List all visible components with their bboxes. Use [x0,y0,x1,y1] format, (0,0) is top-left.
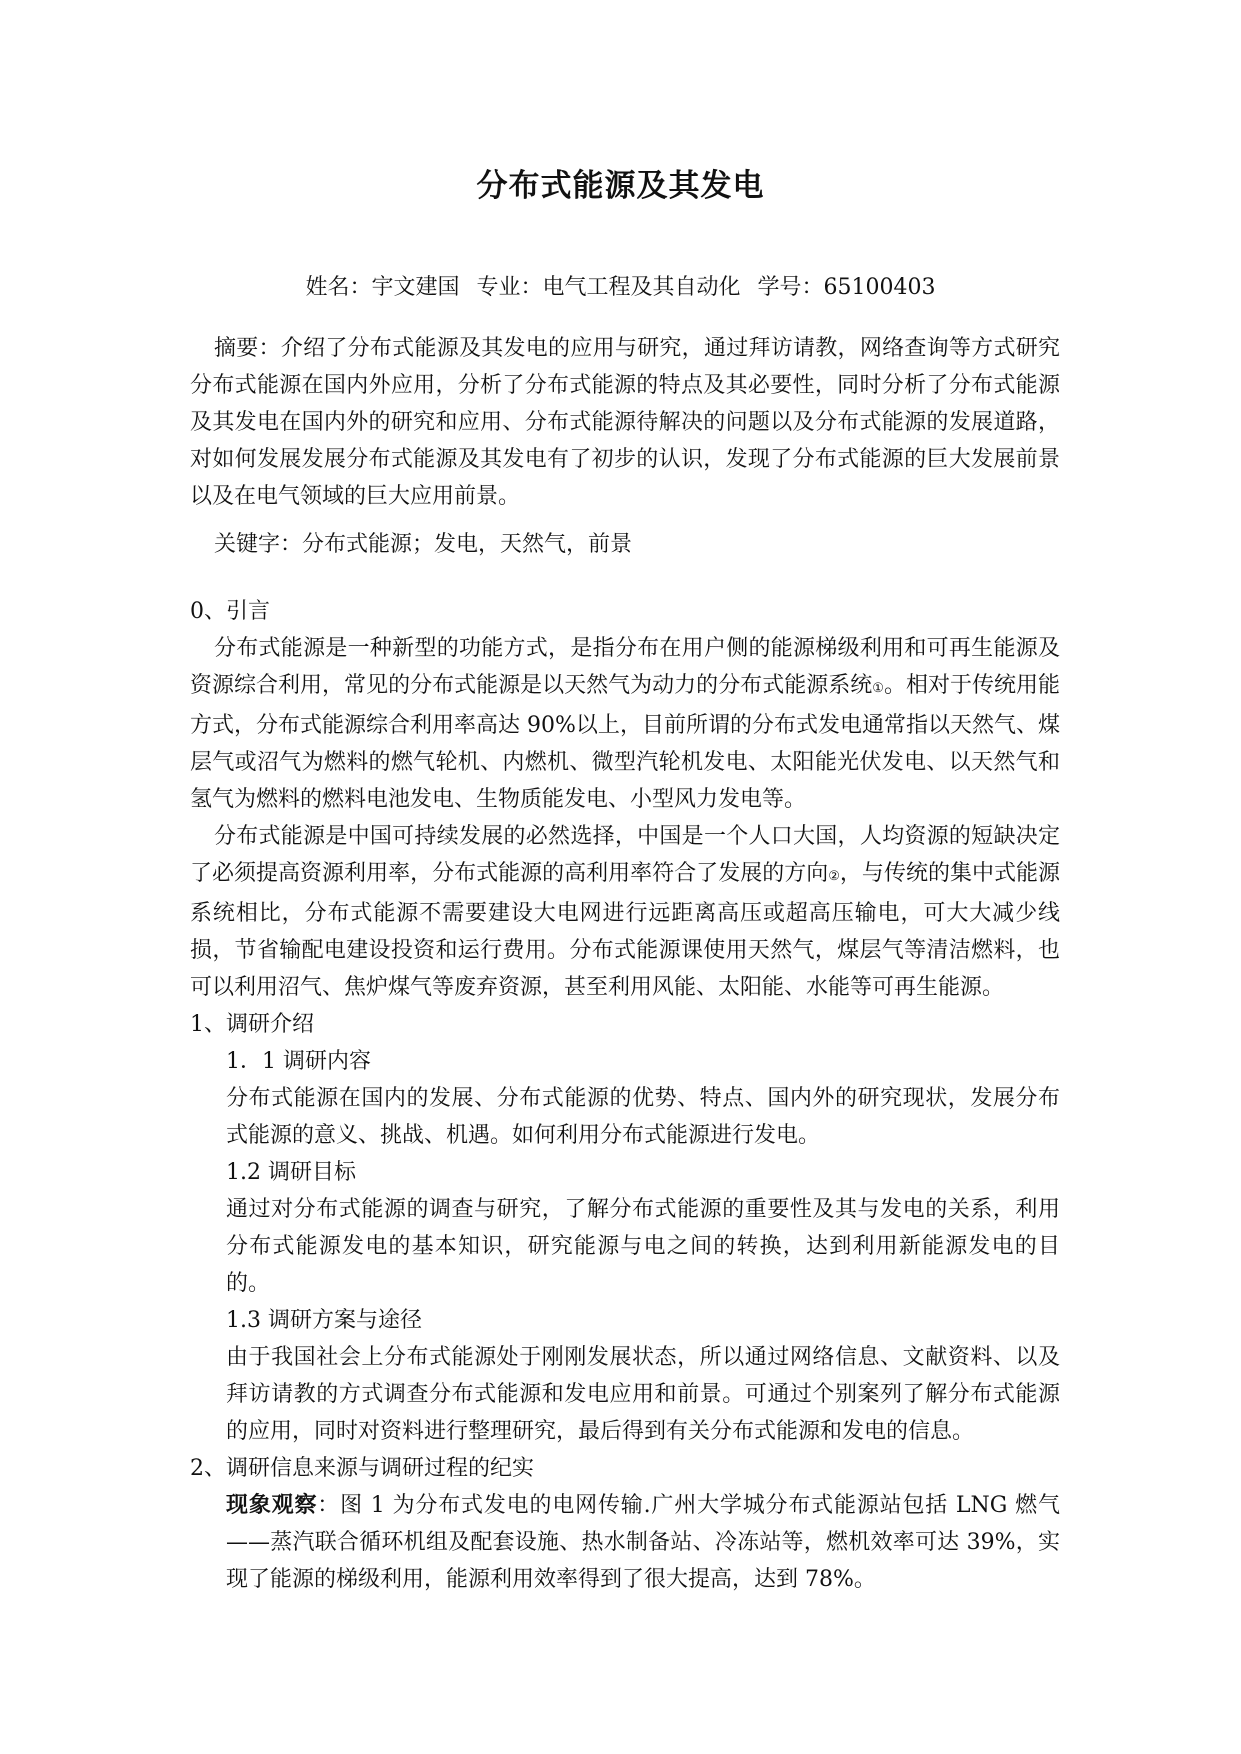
section-1-heading: 1、调研介绍 [190,1012,314,1037]
intro-paragraph-2 [190,818,1060,1006]
subsection-1-1-heading: 1．1 调研内容 [226,1049,371,1074]
section-2-body [190,1487,1060,1598]
subsection-1-2-heading: 1.2 调研目标 [226,1160,356,1185]
subsection-1-2-text: 通过对分布式能源的调查与研究，了解分布式能源的重要性及其与发电的关系，利用分布式能源发电的基本知识，研究能源与电之间的转换，达到利用新能源发电的目的。 [226,1197,1060,1296]
intro-p1-text-b: 。相对于传统用能方式，分布式能源综合利用率高达 90%以上，目前所谓的分布式发电通常指以天然气、煤层气或沼气为燃料的燃气轮机、内燃机、微型汽轮机发电、太阳能光伏发电、以天然气和氢气为燃料的燃料电池发电、生物质能发电、小型风力发电等。 [190,673,1060,812]
abstract-text: 摘要：介绍了分布式能源及其发电的应用与研究，通过拜访请教，网络查询等方式研究分布式能源在国内外应用，分析了分布式能源的特点及其必要性，同时分析了分布式能源及其发电在国内外的研究和应用、分布式能源待解决的问题以及分布式能源的发展道路，对如何发展发展分布式能源及其发电有了初步的认识，发现了分布式能源的巨大发展前景以及在电气领域的巨大应用前景。 [190,336,1060,509]
intro-heading: 0、引言 [190,599,270,624]
section-2-heading: 2、调研信息来源与调研过程的纪实 [190,1456,534,1481]
observation-text: ：图 1 为分布式发电的电网传输.广州大学城分布式能源站包括 LNG 燃气——蒸汽联合循环机组及配套设施、热水制备站、冷冻站等，燃机效率可达 39%，实现了能源的梯级利用，能源利用效率得到了很大提高，达到 78%。 [226,1493,1060,1592]
intro-paragraph-1 [190,630,1060,818]
page-title: 分布式能源及其发电 [476,168,765,204]
reference-mark-2: ② [828,869,840,884]
subsection-1-3-heading: 1.3 调研方案与途径 [226,1308,422,1333]
observation-label: 现象观察 [226,1493,318,1518]
intro-p2-text-a: 分布式能源是中国可持续发展的必然选择，中国是一个人口大国，人均资源的短缺决定了必须提高资源利用率，分布式能源的高利用率符合了发展的方向 [190,824,1060,886]
section-2-paragraph [226,1487,1060,1598]
reference-mark-1: ① [872,681,884,696]
subsection-1-1-text: 分布式能源在国内的发展、分布式能源的优势、特点、国内外的研究现状，发展分布式能源的意义、挑战、机遇。如何利用分布式能源进行发电。 [226,1086,1060,1148]
abstract-block [190,330,1060,515]
main-body [190,593,1060,1598]
keywords-text: 关键字：分布式能源；发电，天然气，前景 [214,532,633,557]
author-info [0,270,1241,301]
author-student-id: 学号：65100403 [757,275,936,300]
author-major: 专业：电气工程及其自动化 [476,275,741,300]
author-name: 姓名：宇文建国 [305,275,460,300]
intro-p1-text-a: 分布式能源是一种新型的功能方式，是指分布在用户侧的能源梯级利用和可再生能源及资源综合利用，常见的分布式能源是以天然气为动力的分布式能源系统 [190,636,1060,698]
keywords-block [190,526,1060,563]
intro-p2-text-b: ，与传统的集中式能源系统相比，分布式能源不需要建设大电网进行远距离高压或超高压输电，可大大减少线损，节省输配电建设投资和运行费用。分布式能源课使用天然气，煤层气等清洁燃料，也可以利用沼气、焦炉煤气等废弃资源，甚至利用风能、太阳能、水能等可再生能源。 [190,861,1060,1000]
subsection-1-3-text: 由于我国社会上分布式能源处于刚刚发展状态，所以通过网络信息、文献资料、以及拜访请教的方式调查分布式能源和发电应用和前景。可通过个别案列了解分布式能源的应用，同时对资料进行整理研究，最后得到有关分布式能源和发电的信息。 [226,1345,1060,1444]
section-1-body [190,1043,1060,1450]
